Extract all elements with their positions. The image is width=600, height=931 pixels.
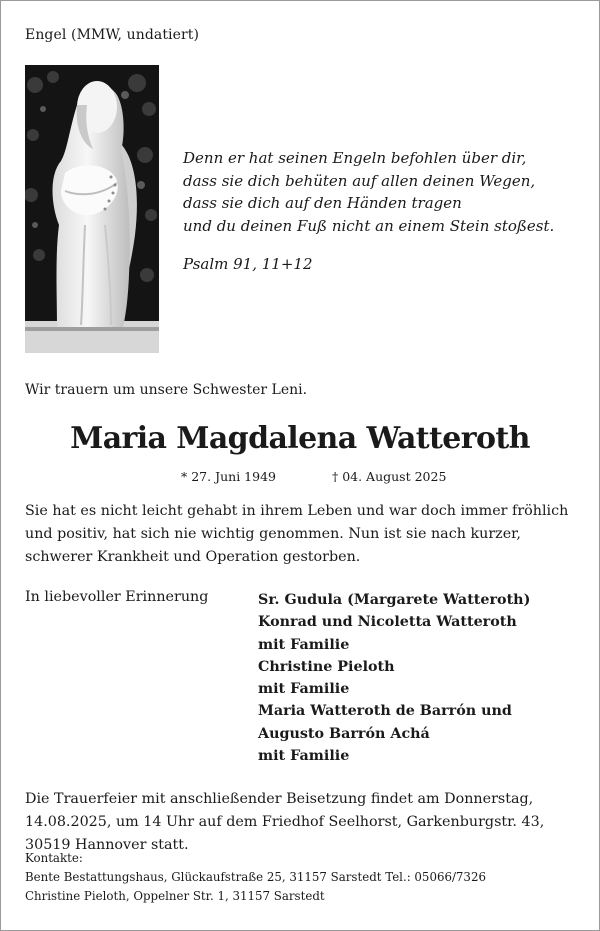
mourner-entry: Sr. Gudula (Margarete Watteroth) — [258, 592, 531, 608]
biography-text: Sie hat es nicht leicht gehabt in ihrem Leben und war doch immer fröhlich und positiv, hat sich nie wichtig genommen. Nun ist sie nach kurzer, schwerer Krankheit und Operation gestorben. — [25, 503, 569, 565]
deceased-name: Maria Magdalena Watteroth — [70, 421, 530, 456]
quote-line: dass sie dich auf den Händen tragen — [183, 194, 462, 213]
angel-photo — [25, 65, 159, 353]
bible-quote — [183, 147, 554, 276]
life-dates — [181, 469, 446, 484]
mourner-entry: mit Familie — [258, 748, 350, 765]
contact-line: Christine Pieloth, Oppelner Str. 1, 31157 Sarstedt — [25, 889, 325, 903]
mourner-entry: mit Familie — [258, 681, 350, 698]
photo-caption: Engel (MMW, undatiert) — [25, 27, 200, 43]
quote-reference: Psalm 91, 11+12 — [183, 255, 313, 274]
birth-date: * 27. Juni 1949 — [181, 469, 276, 484]
mourners-list — [258, 589, 530, 767]
quote-line: und du deinen Fuß nicht an einem Stein stoßest. — [183, 216, 555, 235]
mourner-entry: Maria Watteroth de Barrón und — [258, 703, 512, 720]
quote-line: Denn er hat seinen Engeln befohlen über dir, — [183, 149, 527, 167]
mourner-entry: Christine Pieloth — [258, 658, 395, 675]
intro-text: Wir trauern um unsere Schwester Leni. — [25, 382, 308, 398]
contacts-block — [25, 849, 486, 906]
mourner-entry: Konrad und Nicoletta Watteroth — [258, 614, 517, 631]
mourner-entry: Augusto Barrón Achá — [258, 725, 430, 742]
contact-line: Bente Bestattungshaus, Glückaufstraße 25, 31157 Sarstedt Tel.: 05066/7326 — [25, 870, 486, 884]
quote-line: dass sie dich behüten auf allen deinen Wegen, — [183, 171, 536, 190]
death-date: † 04. August 2025 — [331, 469, 447, 484]
mourner-entry: mit Familie — [258, 636, 350, 653]
funeral-notice: Die Trauerfeier mit anschließender Beisetzung findet am Donnerstag, 14.08.2025, um 14 Uhr auf dem Friedhof Seelhorst, Garkenburgstr. 43, 30519 Hannover statt. — [25, 791, 545, 853]
memory-label: In liebevoller Erinnerung — [25, 589, 209, 605]
contacts-heading: Kontakte: — [25, 851, 83, 865]
